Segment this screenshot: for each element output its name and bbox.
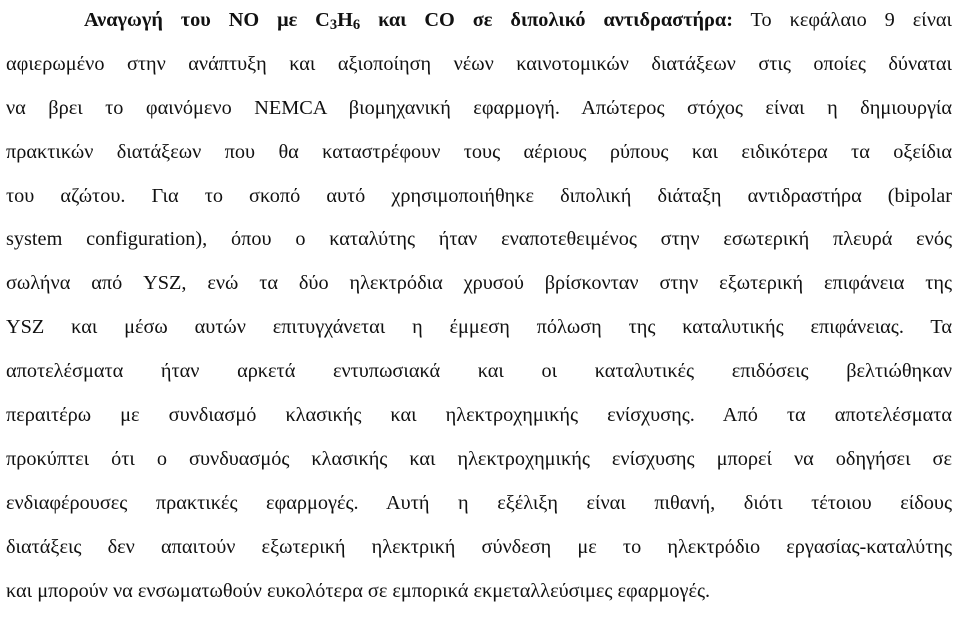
paragraph-line-7: σωλήνα από YSZ, ενώ τα δύο ηλεκτρόδια χρυσού βρίσκονταν στην εξωτερική επιφάνεια της xyxy=(6,272,952,295)
section-heading: Αναγωγή του NO με C3H6 και CO σε διπολικό αντιδραστήρα: xyxy=(84,9,733,34)
document-page xyxy=(0,3,960,602)
paragraph-line-12: ενδιαφέρουσες πρακτικές εφαρμογές. Αυτή η εξέλιξη είναι πιθανή, διότι τέτοιου είδους xyxy=(6,491,952,514)
paragraph-line-14: και μπορούν να ενσωματωθούν ευκολότερα σε εμπορικά εκμεταλλεύσιμες εφαρμογές. xyxy=(6,579,711,602)
paragraph-line-4: πρακτικών διατάξεων που θα καταστρέφουν τους αέριους ρύπους και ειδικότερα τα οξείδια xyxy=(6,140,952,163)
paragraph-line-6: system configuration), όπου ο καταλύτης ήταν εναποτεθειμένος στην εσωτερική πλευρά ενός xyxy=(6,228,952,251)
paragraph-line-8: YSZ και μέσω αυτών επιτυγχάνεται η έμμεση πόλωση της καταλυτικής επιφάνειας. Τα xyxy=(6,316,952,339)
paragraph-line-5: του αζώτου. Για το σκοπό αυτό χρησιμοποιήθηκε διπολική διάταξη αντιδραστήρα (bipolar xyxy=(6,184,952,207)
paragraph-line-9: αποτελέσματα ήταν αρκετά εντυπωσιακά και οι καταλυτικές επιδόσεις βελτιώθηκαν xyxy=(6,360,952,383)
paragraph-line-10: περαιτέρω με συνδιασμό κλασικής και ηλεκτροχημικής ενίσχυσης. Από τα αποτελέσματα xyxy=(6,404,952,427)
paragraph-line-13: διατάξεις δεν απαιτούν εξωτερική ηλεκτρική σύνδεση με το ηλεκτρόδιο εργασίας-καταλύτης xyxy=(6,535,952,558)
paragraph-line-1 xyxy=(6,3,952,47)
paragraph-line-11: προκύπτει ότι ο συνδυασμός κλασικής και ηλεκτροχημικής ενίσχυσης μπορεί να οδηγήσει σε xyxy=(6,447,952,470)
paragraph-line-2: αφιερωμένο στην ανάπτυξη και αξιοποίηση νέων καινοτομικών διατάξεων στις οποίες δύναται xyxy=(6,52,952,75)
paragraph-text: Το κεφάλαιο 9 είναι xyxy=(732,9,952,31)
paragraph-line-3: να βρει το φαινόμενο NEMCA βιομηχανική εφαρμογή. Απώτερος στόχος είναι η δημιουργία xyxy=(6,96,952,119)
